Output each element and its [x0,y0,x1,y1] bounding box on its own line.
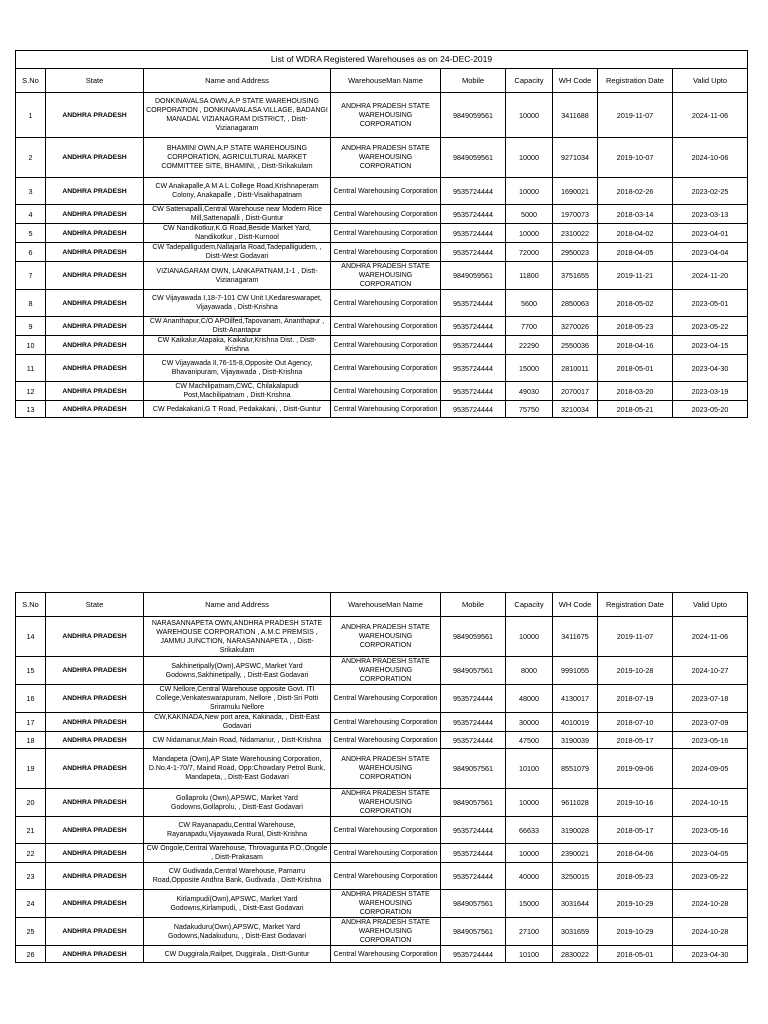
registration-date-cell: 2018-04-16 [598,336,673,355]
state-cell: ANDHRA PRADESH [46,262,144,290]
wh-code-cell: 3190028 [553,817,598,844]
capacity-cell: 66633 [506,817,553,844]
registration-date-cell: 2018-05-01 [598,946,673,963]
registration-date-cell: 2019-10-07 [598,138,673,178]
table-row [16,749,748,789]
state-cell: ANDHRA PRADESH [46,224,144,243]
valid-upto-cell: 2023-04-04 [673,243,748,262]
capacity-cell: 75750 [506,401,553,418]
warehouseman-cell: Central Warehousing Corporation [331,817,441,844]
header-wh-code: WH Code [553,69,598,93]
name-address-cell: CW Vijayawada I,18-7-101 CW Unit I,Kedareswarapet, Vijayawada , Distt-Krishna [144,290,331,317]
valid-upto-cell: 2023-07-09 [673,713,748,732]
table-row [16,317,748,336]
registration-date-cell: 2019-10-16 [598,789,673,817]
valid-upto-cell: 2023-05-22 [673,863,748,890]
valid-upto-cell: 2023-05-01 [673,290,748,317]
capacity-cell: 5000 [506,205,553,224]
mobile-cell: 9535724444 [441,224,506,243]
table-row [16,918,748,946]
state-cell: ANDHRA PRADESH [46,178,144,205]
registration-date-cell: 2018-05-23 [598,317,673,336]
registration-date-cell: 2019-10-28 [598,657,673,685]
header-mobile: Mobile [441,69,506,93]
state-cell: ANDHRA PRADESH [46,317,144,336]
capacity-cell: 49030 [506,382,553,401]
valid-upto-cell: 2023-04-30 [673,355,748,382]
sno-cell: 1 [16,93,46,138]
header-capacity: Capacity [506,593,553,617]
registration-date-cell: 2018-03-14 [598,205,673,224]
sno-cell: 24 [16,890,46,918]
name-address-cell: BHAMINI OWN,A.P STATE WAREHOUSING CORPORATION, AGRICULTURAL MARKET COMMITTEE SITE, BHAMINI, , Distt-Srikakulam [144,138,331,178]
mobile-cell: 9535724444 [441,178,506,205]
wh-code-cell: 3411675 [553,617,598,657]
capacity-cell: 10000 [506,138,553,178]
mobile-cell: 9849057561 [441,749,506,789]
table-row [16,138,748,178]
capacity-cell: 8000 [506,657,553,685]
sno-cell: 14 [16,617,46,657]
valid-upto-cell: 2023-02-25 [673,178,748,205]
valid-upto-cell: 2024-10-15 [673,789,748,817]
warehouseman-cell: Central Warehousing Corporation [331,732,441,749]
mobile-cell: 9535724444 [441,732,506,749]
mobile-cell: 9535724444 [441,290,506,317]
warehouseman-cell: Central Warehousing Corporation [331,178,441,205]
state-cell: ANDHRA PRADESH [46,918,144,946]
state-cell: ANDHRA PRADESH [46,336,144,355]
registration-date-cell: 2019-11-07 [598,617,673,657]
registration-date-cell: 2018-04-02 [598,224,673,243]
name-address-cell: NARASANNAPETA OWN,ANDHRA PRADESH STATE WAREHOUSE CORPORATION , A.M.C PREMSIS , JAMMU JUNCTION, NARASANNAPETA , , Distt-Srikakulam [144,617,331,657]
warehouseman-cell: ANDHRA PRADESH STATE WAREHOUSING CORPORATION [331,890,441,918]
valid-upto-cell: 2023-03-19 [673,382,748,401]
mobile-cell: 9535724444 [441,946,506,963]
warehouseman-cell: ANDHRA PRADESH STATE WAREHOUSING CORPORATION [331,138,441,178]
name-address-cell: CW Ongole,Central Warehouse, Throvagunta P.O.,Ongole , Distt-Prakasam [144,844,331,863]
valid-upto-cell: 2023-03-13 [673,205,748,224]
wh-code-cell: 9991055 [553,657,598,685]
warehouseman-cell: Central Warehousing Corporation [331,713,441,732]
valid-upto-cell: 2023-05-16 [673,817,748,844]
wh-code-cell: 2850063 [553,290,598,317]
registration-date-cell: 2018-07-10 [598,713,673,732]
capacity-cell: 10000 [506,844,553,863]
sno-cell: 3 [16,178,46,205]
wh-code-cell: 9611028 [553,789,598,817]
capacity-cell: 11800 [506,262,553,290]
capacity-cell: 72000 [506,243,553,262]
sno-cell: 6 [16,243,46,262]
warehouseman-cell: Central Warehousing Corporation [331,355,441,382]
mobile-cell: 9535724444 [441,713,506,732]
mobile-cell: 9849057561 [441,789,506,817]
warehouseman-cell: ANDHRA PRADESH STATE WAREHOUSING CORPORATION [331,789,441,817]
sno-cell: 21 [16,817,46,844]
warehouseman-cell: Central Warehousing Corporation [331,863,441,890]
warehouseman-cell: Central Warehousing Corporation [331,946,441,963]
warehouseman-cell: Central Warehousing Corporation [331,336,441,355]
header-capacity: Capacity [506,69,553,93]
mobile-cell: 9535724444 [441,336,506,355]
capacity-cell: 27100 [506,918,553,946]
name-address-cell: CW Ananthapur,C/O APOilfed,Tapovanam, Ananthapur , Distt-Anantapur [144,317,331,336]
sno-cell: 22 [16,844,46,863]
mobile-cell: 9535724444 [441,685,506,713]
warehouseman-cell: ANDHRA PRADESH STATE WAREHOUSING CORPORATION [331,657,441,685]
sno-cell: 23 [16,863,46,890]
state-cell: ANDHRA PRADESH [46,685,144,713]
header-row [16,593,748,617]
valid-upto-cell: 2023-07-18 [673,685,748,713]
mobile-cell: 9849059561 [441,262,506,290]
mobile-cell: 9849057561 [441,918,506,946]
warehouseman-cell: ANDHRA PRADESH STATE WAREHOUSING CORPORATION [331,93,441,138]
capacity-cell: 10100 [506,749,553,789]
state-cell: ANDHRA PRADESH [46,205,144,224]
state-cell: ANDHRA PRADESH [46,713,144,732]
state-cell: ANDHRA PRADESH [46,138,144,178]
capacity-cell: 7700 [506,317,553,336]
sno-cell: 20 [16,789,46,817]
header-mobile: Mobile [441,593,506,617]
state-cell: ANDHRA PRADESH [46,789,144,817]
sno-cell: 2 [16,138,46,178]
warehouseman-cell: Central Warehousing Corporation [331,401,441,418]
capacity-cell: 40000 [506,863,553,890]
state-cell: ANDHRA PRADESH [46,401,144,418]
warehouseman-cell: ANDHRA PRADESH STATE WAREHOUSING CORPORATION [331,617,441,657]
capacity-cell: 15000 [506,355,553,382]
state-cell: ANDHRA PRADESH [46,382,144,401]
capacity-cell: 48000 [506,685,553,713]
name-address-cell: CW Vijayawada II,76-15-8,Opposite Out Agency, Bhavanipuram, Vijayawada , Distt-Krishna [144,355,331,382]
mobile-cell: 9535724444 [441,205,506,224]
registration-date-cell: 2019-09-06 [598,749,673,789]
registration-date-cell: 2018-05-02 [598,290,673,317]
registration-date-cell: 2018-04-05 [598,243,673,262]
name-address-cell: Sakhinetipally(Own),APSWC, Market Yard Godowns,Sakhinetipally, , Distt-East Godavari [144,657,331,685]
capacity-cell: 10000 [506,224,553,243]
state-cell: ANDHRA PRADESH [46,617,144,657]
mobile-cell: 9849059561 [441,138,506,178]
table-row [16,657,748,685]
wh-code-cell: 8551079 [553,749,598,789]
wh-code-cell: 9271034 [553,138,598,178]
table-row [16,732,748,749]
state-cell: ANDHRA PRADESH [46,817,144,844]
valid-upto-cell: 2023-04-01 [673,224,748,243]
wh-code-cell: 1970073 [553,205,598,224]
registration-date-cell: 2018-04-06 [598,844,673,863]
state-cell: ANDHRA PRADESH [46,657,144,685]
sno-cell: 10 [16,336,46,355]
capacity-cell: 10000 [506,93,553,138]
mobile-cell: 9535724444 [441,355,506,382]
header-registration-date: Registration Date [598,69,673,93]
state-cell: ANDHRA PRADESH [46,890,144,918]
registration-date-cell: 2019-10-29 [598,918,673,946]
wh-code-cell: 3031644 [553,890,598,918]
registration-date-cell: 2019-11-07 [598,93,673,138]
table-body [16,93,748,418]
state-cell: ANDHRA PRADESH [46,863,144,890]
warehouseman-cell: Central Warehousing Corporation [331,205,441,224]
name-address-cell: CW Nidamanur,Main Road, Nidamanur, , Distt-Krishna [144,732,331,749]
header-registration-date: Registration Date [598,593,673,617]
valid-upto-cell: 2024-10-28 [673,918,748,946]
wh-code-cell: 3190039 [553,732,598,749]
state-cell: ANDHRA PRADESH [46,749,144,789]
wh-code-cell: 2310022 [553,224,598,243]
valid-upto-cell: 2024-11-06 [673,617,748,657]
registration-date-cell: 2019-11-21 [598,262,673,290]
valid-upto-cell: 2024-10-28 [673,890,748,918]
header-valid-upto: Valid Upto [673,69,748,93]
valid-upto-cell: 2024-11-20 [673,262,748,290]
wh-code-cell: 3210034 [553,401,598,418]
table-row [16,336,748,355]
header-warehouseman: WarehouseMan Name [331,593,441,617]
table-row [16,890,748,918]
capacity-cell: 10100 [506,946,553,963]
header-state: State [46,593,144,617]
mobile-cell: 9535724444 [441,863,506,890]
table-row [16,863,748,890]
name-address-cell: VIZIANAGARAM OWN, LANKAPATNAM,1-1 , Distt-Vizianagaram [144,262,331,290]
warehouseman-cell: Central Warehousing Corporation [331,290,441,317]
table-row [16,205,748,224]
wh-code-cell: 3411688 [553,93,598,138]
header-sno: S.No [16,69,46,93]
registration-date-cell: 2019-10-29 [598,890,673,918]
registration-date-cell: 2018-07-19 [598,685,673,713]
wh-code-cell: 3751655 [553,262,598,290]
valid-upto-cell: 2023-05-16 [673,732,748,749]
warehouseman-cell: Central Warehousing Corporation [331,224,441,243]
registration-date-cell: 2018-05-01 [598,355,673,382]
wh-code-cell: 2390021 [553,844,598,863]
header-valid-upto: Valid Upto [673,593,748,617]
mobile-cell: 9535724444 [441,844,506,863]
valid-upto-cell: 2023-05-20 [673,401,748,418]
state-cell: ANDHRA PRADESH [46,290,144,317]
wh-code-cell: 3250015 [553,863,598,890]
sno-cell: 9 [16,317,46,336]
header-row [16,69,748,93]
sno-cell: 26 [16,946,46,963]
header-name-address: Name and Address [144,69,331,93]
table-row [16,290,748,317]
capacity-cell: 10000 [506,789,553,817]
mobile-cell: 9849057561 [441,890,506,918]
registration-date-cell: 2018-05-17 [598,817,673,844]
warehouse-table-page-1 [15,50,748,418]
name-address-cell: CW Sattenapalli,Central Warehouse near Modern Rice Mill,Sattenapalli , Distt-Guntur [144,205,331,224]
capacity-cell: 15000 [506,890,553,918]
sno-cell: 25 [16,918,46,946]
state-cell: ANDHRA PRADESH [46,243,144,262]
warehouseman-cell: Central Warehousing Corporation [331,685,441,713]
state-cell: ANDHRA PRADESH [46,946,144,963]
registration-date-cell: 2018-05-21 [598,401,673,418]
name-address-cell: Gollaprolu (Own),APSWC, Market Yard Godowns,Gollaprolu, , Distt-East Godavari [144,789,331,817]
mobile-cell: 9535724444 [441,401,506,418]
capacity-cell: 30000 [506,713,553,732]
name-address-cell: Mandapeta (Own),AP State Warehousing Corporation, D.No.4-1-70/7, Maind Road, Opp:Chowdary Petrol Bunk, Mandapeta, , Distt-East Godavari [144,749,331,789]
capacity-cell: 10000 [506,178,553,205]
mobile-cell: 9535724444 [441,382,506,401]
mobile-cell: 9535724444 [441,817,506,844]
mobile-cell: 9535724444 [441,317,506,336]
wh-code-cell: 2070017 [553,382,598,401]
valid-upto-cell: 2024-10-06 [673,138,748,178]
table-row [16,243,748,262]
table-row [16,93,748,138]
warehouse-table-page-2 [15,592,748,963]
capacity-cell: 22290 [506,336,553,355]
sno-cell: 16 [16,685,46,713]
capacity-cell: 5600 [506,290,553,317]
header-state: State [46,69,144,93]
registration-date-cell: 2018-05-23 [598,863,673,890]
name-address-cell: CW Nellore,Central Warehouse opposite Govt. ITI College,Venkateswarapuram, Nellore , Distt-Sri Potti Sriramulu Nellore [144,685,331,713]
table-title: List of WDRA Registered Warehouses as on 24-DEC-2019 [16,51,748,69]
sno-cell: 17 [16,713,46,732]
sno-cell: 12 [16,382,46,401]
mobile-cell: 9849059561 [441,617,506,657]
mobile-cell: 9849059561 [441,93,506,138]
warehouseman-cell: ANDHRA PRADESH STATE WAREHOUSING CORPORATION [331,749,441,789]
name-address-cell: DONKINAVALSA OWN,A.P STATE WAREHOUSING CORPORATION , DONKINAVALASA VILLAGE, BADANGI MANADAL VIZIANAGRAM DISTRICT, , Distt-Vizianagaram [144,93,331,138]
warehouseman-cell: ANDHRA PRADESH STATE WAREHOUSING CORPORATION [331,918,441,946]
table-row [16,817,748,844]
state-cell: ANDHRA PRADESH [46,355,144,382]
table-row [16,262,748,290]
name-address-cell: CW Gudivada,Central Warehouse, Pamarru Road,Opposite Andhra Bank, Gudivada , Distt-Krishna [144,863,331,890]
valid-upto-cell: 2023-04-15 [673,336,748,355]
wh-code-cell: 2550036 [553,336,598,355]
table-row [16,946,748,963]
table-row [16,401,748,418]
wh-code-cell: 4130017 [553,685,598,713]
sno-cell: 19 [16,749,46,789]
capacity-cell: 47500 [506,732,553,749]
name-address-cell: CW Pedakakani,G T Road, Pedakakani, , Distt-Guntur [144,401,331,418]
sno-cell: 15 [16,657,46,685]
warehouseman-cell: Central Warehousing Corporation [331,382,441,401]
mobile-cell: 9535724444 [441,243,506,262]
name-address-cell: CW Nandikotkur,K.G Road,Beside Market Yard, Nandikotkur , Distt-Kurnool [144,224,331,243]
sno-cell: 11 [16,355,46,382]
state-cell: ANDHRA PRADESH [46,93,144,138]
name-address-cell: CW Kaikalur,Atapaka, Kaikalur,Krishna Dist. , Distt-Krishna [144,336,331,355]
wh-code-cell: 2950023 [553,243,598,262]
header-name-address: Name and Address [144,593,331,617]
warehouseman-cell: ANDHRA PRADESH STATE WAREHOUSING CORPORATION [331,262,441,290]
header-wh-code: WH Code [553,593,598,617]
sno-cell: 5 [16,224,46,243]
name-address-cell: Kirlampudi(Own),APSWC, Market Yard Godowns,Kirlampudi, , Distt-East Godavari [144,890,331,918]
header-warehouseman: WarehouseMan Name [331,69,441,93]
wh-code-cell: 3031659 [553,918,598,946]
name-address-cell: CW Anakapalle,A M A L College Road,Krishnaperam Colony, Anakapalle , Distt-Visakhapatnam [144,178,331,205]
warehouseman-cell: Central Warehousing Corporation [331,844,441,863]
table-row [16,713,748,732]
wh-code-cell: 2830022 [553,946,598,963]
name-address-cell: CW Tadepalligudem,Nallajarla Road,Tadepalligudem, , Distt-West Godavari [144,243,331,262]
wh-code-cell: 3270026 [553,317,598,336]
state-cell: ANDHRA PRADESH [46,732,144,749]
sno-cell: 18 [16,732,46,749]
registration-date-cell: 2018-03-20 [598,382,673,401]
header-sno: S.No [16,593,46,617]
table-row [16,844,748,863]
table-row [16,224,748,243]
wh-code-cell: 2810011 [553,355,598,382]
valid-upto-cell: 2024-10-27 [673,657,748,685]
registration-date-cell: 2018-02-26 [598,178,673,205]
mobile-cell: 9849057561 [441,657,506,685]
table-row [16,178,748,205]
table-body [16,617,748,963]
wh-code-cell: 1690021 [553,178,598,205]
name-address-cell: CW Machilipatnam,CWC, Chilakalapudi Post,Machilipatnam , Distt-Krishna [144,382,331,401]
sno-cell: 8 [16,290,46,317]
valid-upto-cell: 2024-09-05 [673,749,748,789]
state-cell: ANDHRA PRADESH [46,844,144,863]
table-row [16,685,748,713]
table-row [16,617,748,657]
warehouseman-cell: Central Warehousing Corporation [331,243,441,262]
sno-cell: 4 [16,205,46,224]
name-address-cell: Nadakuduru(Own),APSWC, Market Yard Godowns,Nadakuduru, , Distt-East Godavari [144,918,331,946]
warehouseman-cell: Central Warehousing Corporation [331,317,441,336]
sno-cell: 13 [16,401,46,418]
table-row [16,382,748,401]
sno-cell: 7 [16,262,46,290]
name-address-cell: CW,KAKINADA,New port area, Kakinada, , Distt-East Godavari [144,713,331,732]
valid-upto-cell: 2024-11-06 [673,93,748,138]
valid-upto-cell: 2023-04-05 [673,844,748,863]
valid-upto-cell: 2023-05-22 [673,317,748,336]
valid-upto-cell: 2023-04-30 [673,946,748,963]
table-row [16,355,748,382]
wh-code-cell: 4010019 [553,713,598,732]
registration-date-cell: 2018-05-17 [598,732,673,749]
name-address-cell: CW Rayanapadu,Central Warehouse, Rayanapadu,Vijayawada Rural, Distt-Krishna [144,817,331,844]
capacity-cell: 10000 [506,617,553,657]
name-address-cell: CW Duggirala,Railpet, Duggirala , Distt-Guntur [144,946,331,963]
table-row [16,789,748,817]
